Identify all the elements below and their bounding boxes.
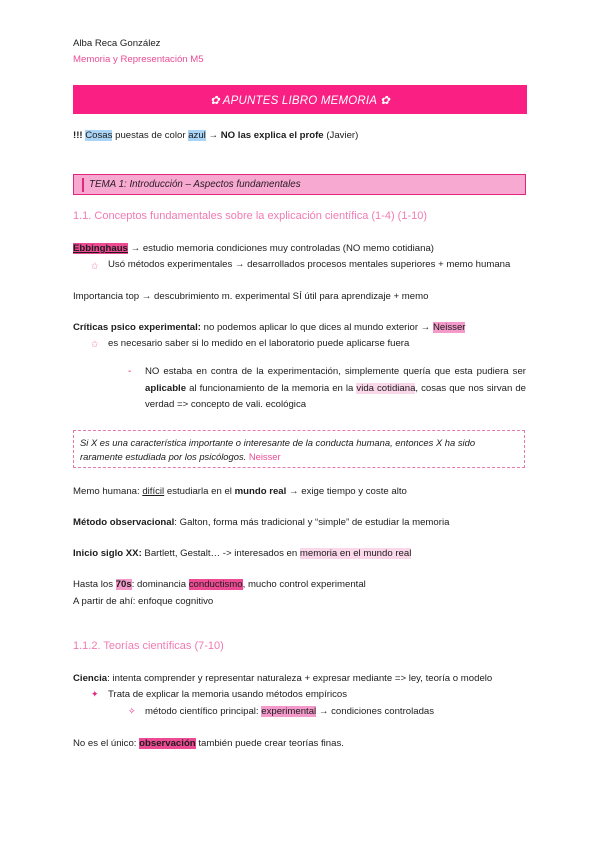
criticas-line: Críticas psico experimental: no podemos aplicar lo que dices al mundo exterior → Neisser [73, 322, 466, 333]
hollow-star-icon: ✩ [91, 261, 99, 271]
hollow-star-icon: ✩ [91, 339, 99, 349]
notes-banner [73, 85, 527, 114]
banner-title: ✿ APUNTES LIBRO MEMORIA ✿ [210, 94, 390, 107]
topic-title: TEMA 1: Introducción – Aspectos fundamentales [89, 179, 301, 190]
ebbinghaus-subitem: Usó métodos experimentales → desarrollados procesos mentales superiores + memo humana [108, 259, 511, 270]
course-title: Memoria y Representación M5 [73, 54, 204, 65]
hasta-line: Hasta los 70s: dominancia conductismo, mucho control experimental [73, 579, 366, 590]
enfoque-line: A partir de ahí: enfoque cognitivo [73, 596, 214, 607]
metodo-line: Método observacional: Galton, forma más tradicional y “simple” de estudiar la memoria [73, 517, 450, 528]
quote-author: Neisser [248, 450, 281, 462]
neisser-paragraph: NO estaba en contra de la experimentación, simplemente quería que esta pudiera ser aplicable al funcionamiento de la memoria en la vida cotidiana, cosas que nos sirvan de verdad => concepto de vali. ecológica [145, 366, 527, 410]
quote-box [73, 430, 525, 468]
diamond-star-icon: ✧ [128, 706, 136, 716]
author-name: Alba Reca González [73, 38, 161, 49]
final-line: No es el único: observación también puede crear teorías finas. [73, 738, 344, 749]
solid-star-icon: ✦ [91, 689, 99, 699]
importancia-line: Importancia top → descubrimiento m. experimental SÍ útil para aprendizaje + memo [73, 291, 429, 302]
criticas-subitem: es necesario saber si lo medido en el laboratorio puede aplicarse fuera [108, 338, 410, 349]
section-heading-2: 1.1.2. Teorías científicas (7-10) [73, 640, 224, 652]
dash-bullet: - [128, 366, 132, 377]
memo-humana-line: Memo humana: difícil estudiarla en el mundo real → exige tiempo y coste alto [73, 486, 407, 497]
ciencia-line: Ciencia: intenta comprender y representar naturaleza + expresar mediante => ley, teoría o modelo [73, 673, 493, 684]
topic-title-box [73, 174, 526, 195]
ciencia-subitem-2: método científico principal: experimental → condiciones controladas [145, 706, 435, 717]
quote-text: Si X es una característica importante o interesante de la conducta humana, entonces X ha sido raramente estudiada por los psicólogos. [80, 437, 476, 462]
color-note: !!! Cosas puestas de color azul → NO las explica el profe (Javier) [73, 130, 359, 141]
topic-bar [82, 178, 84, 192]
section-heading-1: 1.1. Conceptos fundamentales sobre la explicación científica (1-4) (1-10) [73, 210, 428, 222]
ebbinghaus-line: Ebbinghaus → estudio memoria condiciones muy controladas (NO memo cotidiana) [73, 243, 434, 254]
inicio-line: Inicio siglo XX: Bartlett, Gestalt… -> interesados en memoria en el mundo real [73, 548, 412, 559]
ciencia-subitem-1: Trata de explicar la memoria usando métodos empíricos [108, 689, 348, 700]
